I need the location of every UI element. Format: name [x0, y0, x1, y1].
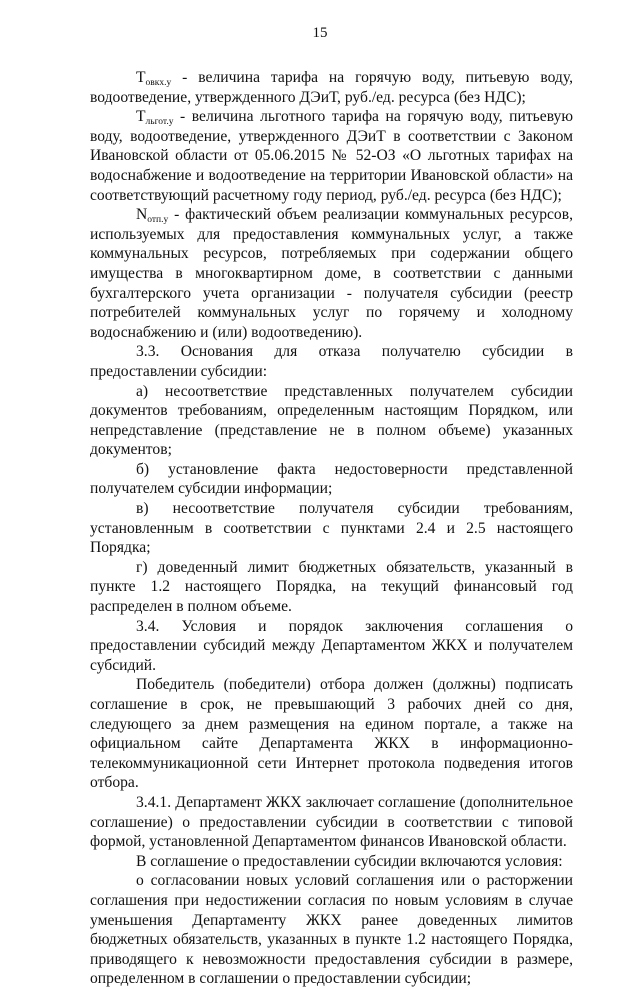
definition-subscript: овкх.у [145, 78, 172, 88]
agreement-condition-item: о согласовании новых условий соглашения или о расторжении соглашения при недостижении согласия по новым условиям в случае уменьшения Департаменту ЖКХ ранее доведенных лимитов бюджетных обязательств, указанных в пункте 1.2 настоящего Порядка, приводящего к невозможности предоставления субсидии в размере, определенном в соглашении о предоставлении субсидии; [90, 872, 573, 988]
section-3-4-1-paragraph: 3.4.1. Департамент ЖКХ заключает соглашение (дополнительное соглашение) о предоставлении субсидии в соответствии с типовой формой, установленной Департаментом финансов Ивановской области. [90, 793, 573, 851]
list-item-v: в) несоответствие получателя субсидии требованиям, установленным в соответствии с пунктами 2.4 и 2.5 настоящего Порядка; [90, 500, 573, 557]
page-number: 15 [312, 25, 328, 41]
winner-signing-paragraph: Победитель (победители) отбора должен (должны) подписать соглашение в срок, не превышающий 3 рабочих дней со дня, следующего за днем размещения на едином портале, а также на официальном сайте Департамента ЖКХ в информационно-телекоммуникационной сети Интернет протокола подведения итогов отбора. [90, 676, 573, 792]
definition-symbol: N [136, 206, 148, 224]
definition-symbol: T [136, 108, 146, 126]
definition-t-ovkh [90, 68, 573, 107]
definition-symbol: T [136, 69, 146, 86]
list-item-g: г) доведенный лимит бюджетных обязательств, указанный в пункте 1.2 настоящего Порядка, на текущий финансовый год распределен в полном объеме. [90, 558, 573, 616]
definition-t-lgot [90, 107, 573, 205]
definition-text: - величина льготного тарифа на горячую воду, питьевую воду, водоотведение, утвержденного ДЭиТ в соответствии с Законом Ивановской области от 05.06.2015 № 52-ОЗ «О льготных тарифах на водоснабжение и водоотведение на территории Ивановской области» на соответствующий расчетному году период, руб./ед. ресурса (без НДС); [90, 108, 573, 204]
definition-n-otp [90, 205, 573, 342]
agreement-conditions-intro: В соглашение о предоставлении субсидии включаются условия: [136, 852, 563, 870]
document-body [90, 68, 573, 989]
list-item-a: а) несоответствие представленных получателем субсидии документов требованиям, определенным настоящим Порядком, или непредставление (представление не в полном объеме) указанных документов; [90, 382, 573, 459]
definition-subscript: отп.у [147, 215, 169, 226]
definition-text: - фактический объем реализации коммунальных ресурсов, используемых для предоставления коммунальных услуг, а также коммунальных ресурсов, потребляемых при содержании общего имущества в многоквартирном доме, в соответствии с данными бухгалтерского учета организации - получателя субсидии (реестр потребителей коммунальных услуг по горячему и холодному водоснабжению и (или) водоотведению). [90, 206, 573, 341]
list-item-b: б) установление факта недостоверности представленной получателем субсидии информации; [90, 460, 573, 498]
definition-text: - величина тарифа на горячую воду, питьевую воду, водоотведение, утвержденного ДЭиТ, руб./ед. ресурса (без НДС); [90, 69, 573, 106]
section-3-4-heading: 3.4. Условия и порядок заключения соглашения о предоставлении субсидий между Департаментом ЖКХ и получателем субсидий. [90, 617, 573, 674]
definition-subscript: льгот.у [145, 117, 174, 128]
section-3-3-heading: 3.3. Основания для отказа получателю субсидии в предоставлении субсидии: [90, 343, 573, 380]
